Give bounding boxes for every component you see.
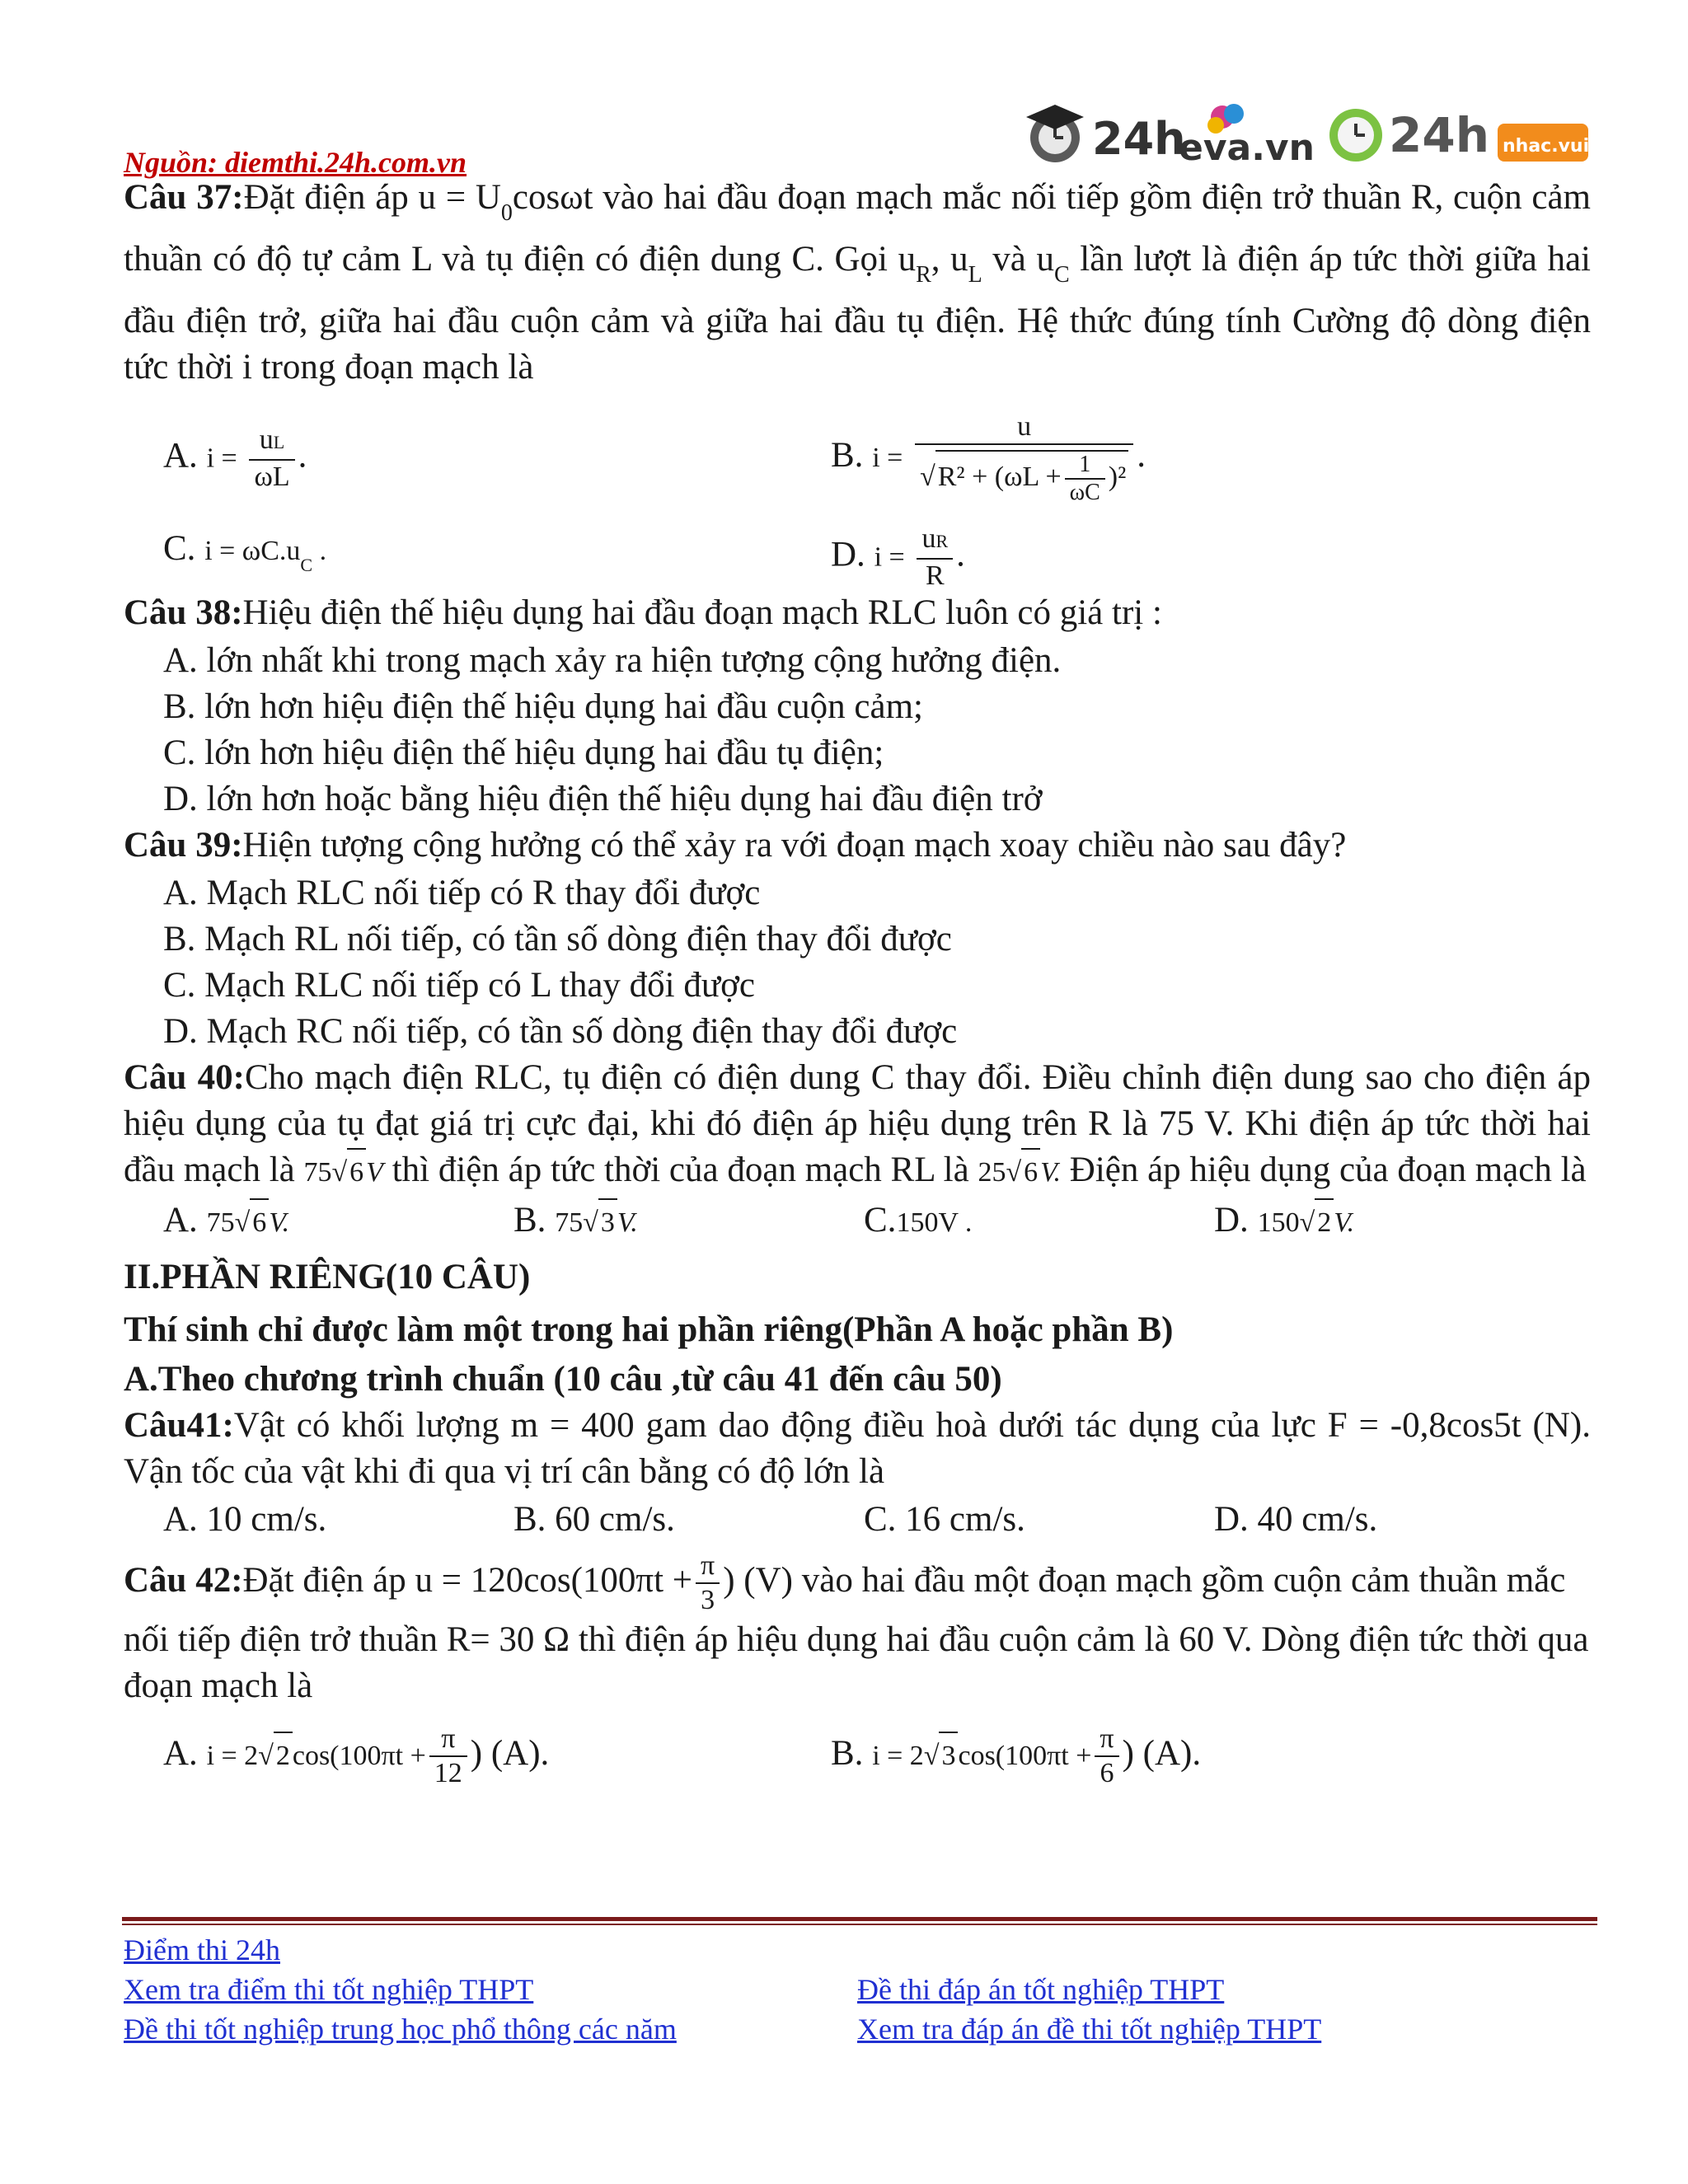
q41-option-a[interactable]: A. 10 cm/s. (163, 1500, 327, 1539)
svg-text:24h: 24h (1092, 113, 1186, 165)
source-link[interactable]: Nguồn: diemthi.24h.com.vn (124, 146, 467, 179)
exam-content (124, 175, 1591, 1802)
option-a[interactable]: A. i = $\frac{uL}{\omega L}$ . (163, 424, 307, 492)
q39-option-c[interactable]: C. Mạch RLC nối tiếp có L thay đổi được (163, 966, 756, 1005)
logo-24h-2[interactable] (1329, 107, 1489, 163)
question-40: Câu 40:Cho mạch điện RLC, tụ điện có điện dung C thay đổi. Điều chỉnh điện dung sao cho điện áp hiệu dụng của tụ đạt giá trị cực đại, khi đó điện áp hiệu dụng trên R là 75 V. Khi điện áp tức thời hai đầu mạch là 75√6V thì điện áp tức thời của đoạn mạch RL là 25√6V. Điện áp hiệu dụng của đoạn mạch là (124, 1055, 1591, 1196)
question-38: Câu 38:Hiệu điện thế hiệu dụng hai đầu đoạn mạch RLC luôn có giá trị : (124, 593, 1162, 632)
footer-home-link[interactable]: Điểm thi 24h (124, 1933, 280, 1966)
q38-option-d[interactable]: D. lớn hơn hoặc bằng hiệu điện thế hiệu dụng hai đầu điện trở (163, 780, 1043, 818)
q40-option-a[interactable]: A. 75√6V. (163, 1197, 513, 1246)
footer-link-answer-lookup[interactable]: Xem tra đáp án đề thi tốt nghiệp THPT (857, 2013, 1322, 2046)
q39-option-a[interactable]: A. Mạch RLC nối tiếp có R thay đổi được (163, 874, 761, 912)
q42-option-b[interactable]: B. i = 2√3cos(100πt + $\frac{\pi}{6}$ ) (A). (831, 1723, 1202, 1788)
question-42: Câu 42:Đặt điện áp u = 120cos(100πt + $\frac{\pi}{3}$ ) (V) vào hai đầu một đoạn mạch gồm cuộn cảm thuần mắc nối tiếp điện trở thuần R= 30 Ω thì điện áp hiệu dụng hai đầu cuộn cảm là 60 V. Dòng điện tức thời qua đoạn mạch là (124, 1550, 1589, 1705)
question-label: Câu 37: (124, 178, 244, 217)
q39-option-d[interactable]: D. Mạch RC nối tiếp, có tần số dòng điện thay đổi được (163, 1012, 958, 1051)
q41-option-c[interactable]: C. 16 cm/s. (864, 1500, 1025, 1539)
section-note: Thí sinh chỉ được làm một trong hai phần riêng(Phần A hoặc phần B) (124, 1310, 1174, 1349)
logo-24h-1[interactable] (1026, 105, 1186, 165)
svg-text:eva.vn: eva.vn (1179, 127, 1315, 169)
partner-logos (1010, 92, 1621, 171)
question-41: Câu41:Vật có khối lượng m = 400 gam dao động điều hoà dưới tác dụng của lực F = -0,8cos5t (N). Vận tốc của vật khi đi qua vị trí cân bằng có độ lớn là (124, 1406, 1591, 1491)
q38-option-b[interactable]: B. lớn hơn hiệu điện thế hiệu dụng hai đầu cuộn cảm; (163, 687, 924, 726)
footer-link-score-lookup[interactable]: Xem tra điểm thi tốt nghiệp THPT (124, 1973, 534, 2006)
footer (124, 1930, 1591, 2049)
footer-link-past-exams[interactable]: Đề thi tốt nghiệp trung học phổ thông các năm (124, 2013, 677, 2046)
question-39: Câu 39:Hiện tượng cộng hưởng có thể xảy ra với đoạn mạch xoay chiều nào sau đây? (124, 826, 1347, 865)
option-b[interactable]: B. i = u √R² + (ωL + $\frac{1}{\omega C}$ )² . (831, 411, 1146, 505)
q40-option-c[interactable]: C.150V . (864, 1201, 973, 1240)
option-d[interactable]: D. i = $\frac{uR}{R}$ . (831, 523, 965, 591)
q40-option-d[interactable]: D. 150√2V. (1214, 1197, 1564, 1246)
section-title: II.PHẦN RIÊNG(10 CÂU) (124, 1258, 531, 1296)
svg-text:nhac.vui.vn: nhac.vui.vn (1503, 136, 1621, 157)
q42-option-a[interactable]: A. i = 2√2cos(100πt + $\frac{\pi}{12}$ ) (A). (163, 1723, 550, 1788)
logo-eva[interactable] (1179, 104, 1315, 169)
q39-option-b[interactable]: B. Mạch RL nối tiếp, có tần số dòng điện thay đổi được (163, 920, 952, 958)
q38-option-c[interactable]: C. lớn hơn hiệu điện thế hiệu dụng hai đầu tụ điện; (163, 733, 884, 772)
q37-options-cd (124, 524, 1591, 590)
q40-options (124, 1197, 1591, 1246)
q41-options (124, 1497, 1591, 1543)
q37-options-ab (124, 392, 1591, 524)
q41-option-b[interactable]: B. 60 cm/s. (513, 1500, 675, 1539)
q42-options (124, 1711, 1591, 1802)
footer-link-exam-answers[interactable]: Đề thi đáp án tốt nghiệp THPT (857, 1973, 1225, 2006)
logo-nhac[interactable] (1498, 124, 1620, 162)
q40-option-b[interactable]: B. 75√3V. (513, 1197, 864, 1246)
q41-option-d[interactable]: D. 40 cm/s. (1214, 1500, 1378, 1539)
option-c[interactable]: C. $i = \omega C.u_C$ . (163, 529, 327, 575)
section-sub: A.Theo chương trình chuẩn (10 câu ,từ câu 41 đến câu 50) (124, 1360, 1002, 1399)
question-37: Câu 37:Đặt điện áp $u = U_0\cos\omega t$ vào hai đầu đoạn mạch mắc nối tiếp gồm điện trở thuần R, cuộn cảm thuần có độ tự cảm L và tụ điện có điện dung C. Gọi $u_R$, $u_L$ và $u_C$ lần lượt là điện áp tức thời giữa hai đầu điện trở, giữa hai đầu cuộn cảm và giữa hai đầu tụ điện. Hệ thức đúng tính Cường độ dòng điện tức thời i trong đoạn mạch là (124, 178, 1591, 387)
q38-option-a[interactable]: A. lớn nhất khi trong mạch xảy ra hiện tượng cộng hưởng điện. (163, 641, 1062, 680)
footer-divider (122, 1917, 1597, 1925)
svg-text:24h: 24h (1389, 107, 1490, 163)
